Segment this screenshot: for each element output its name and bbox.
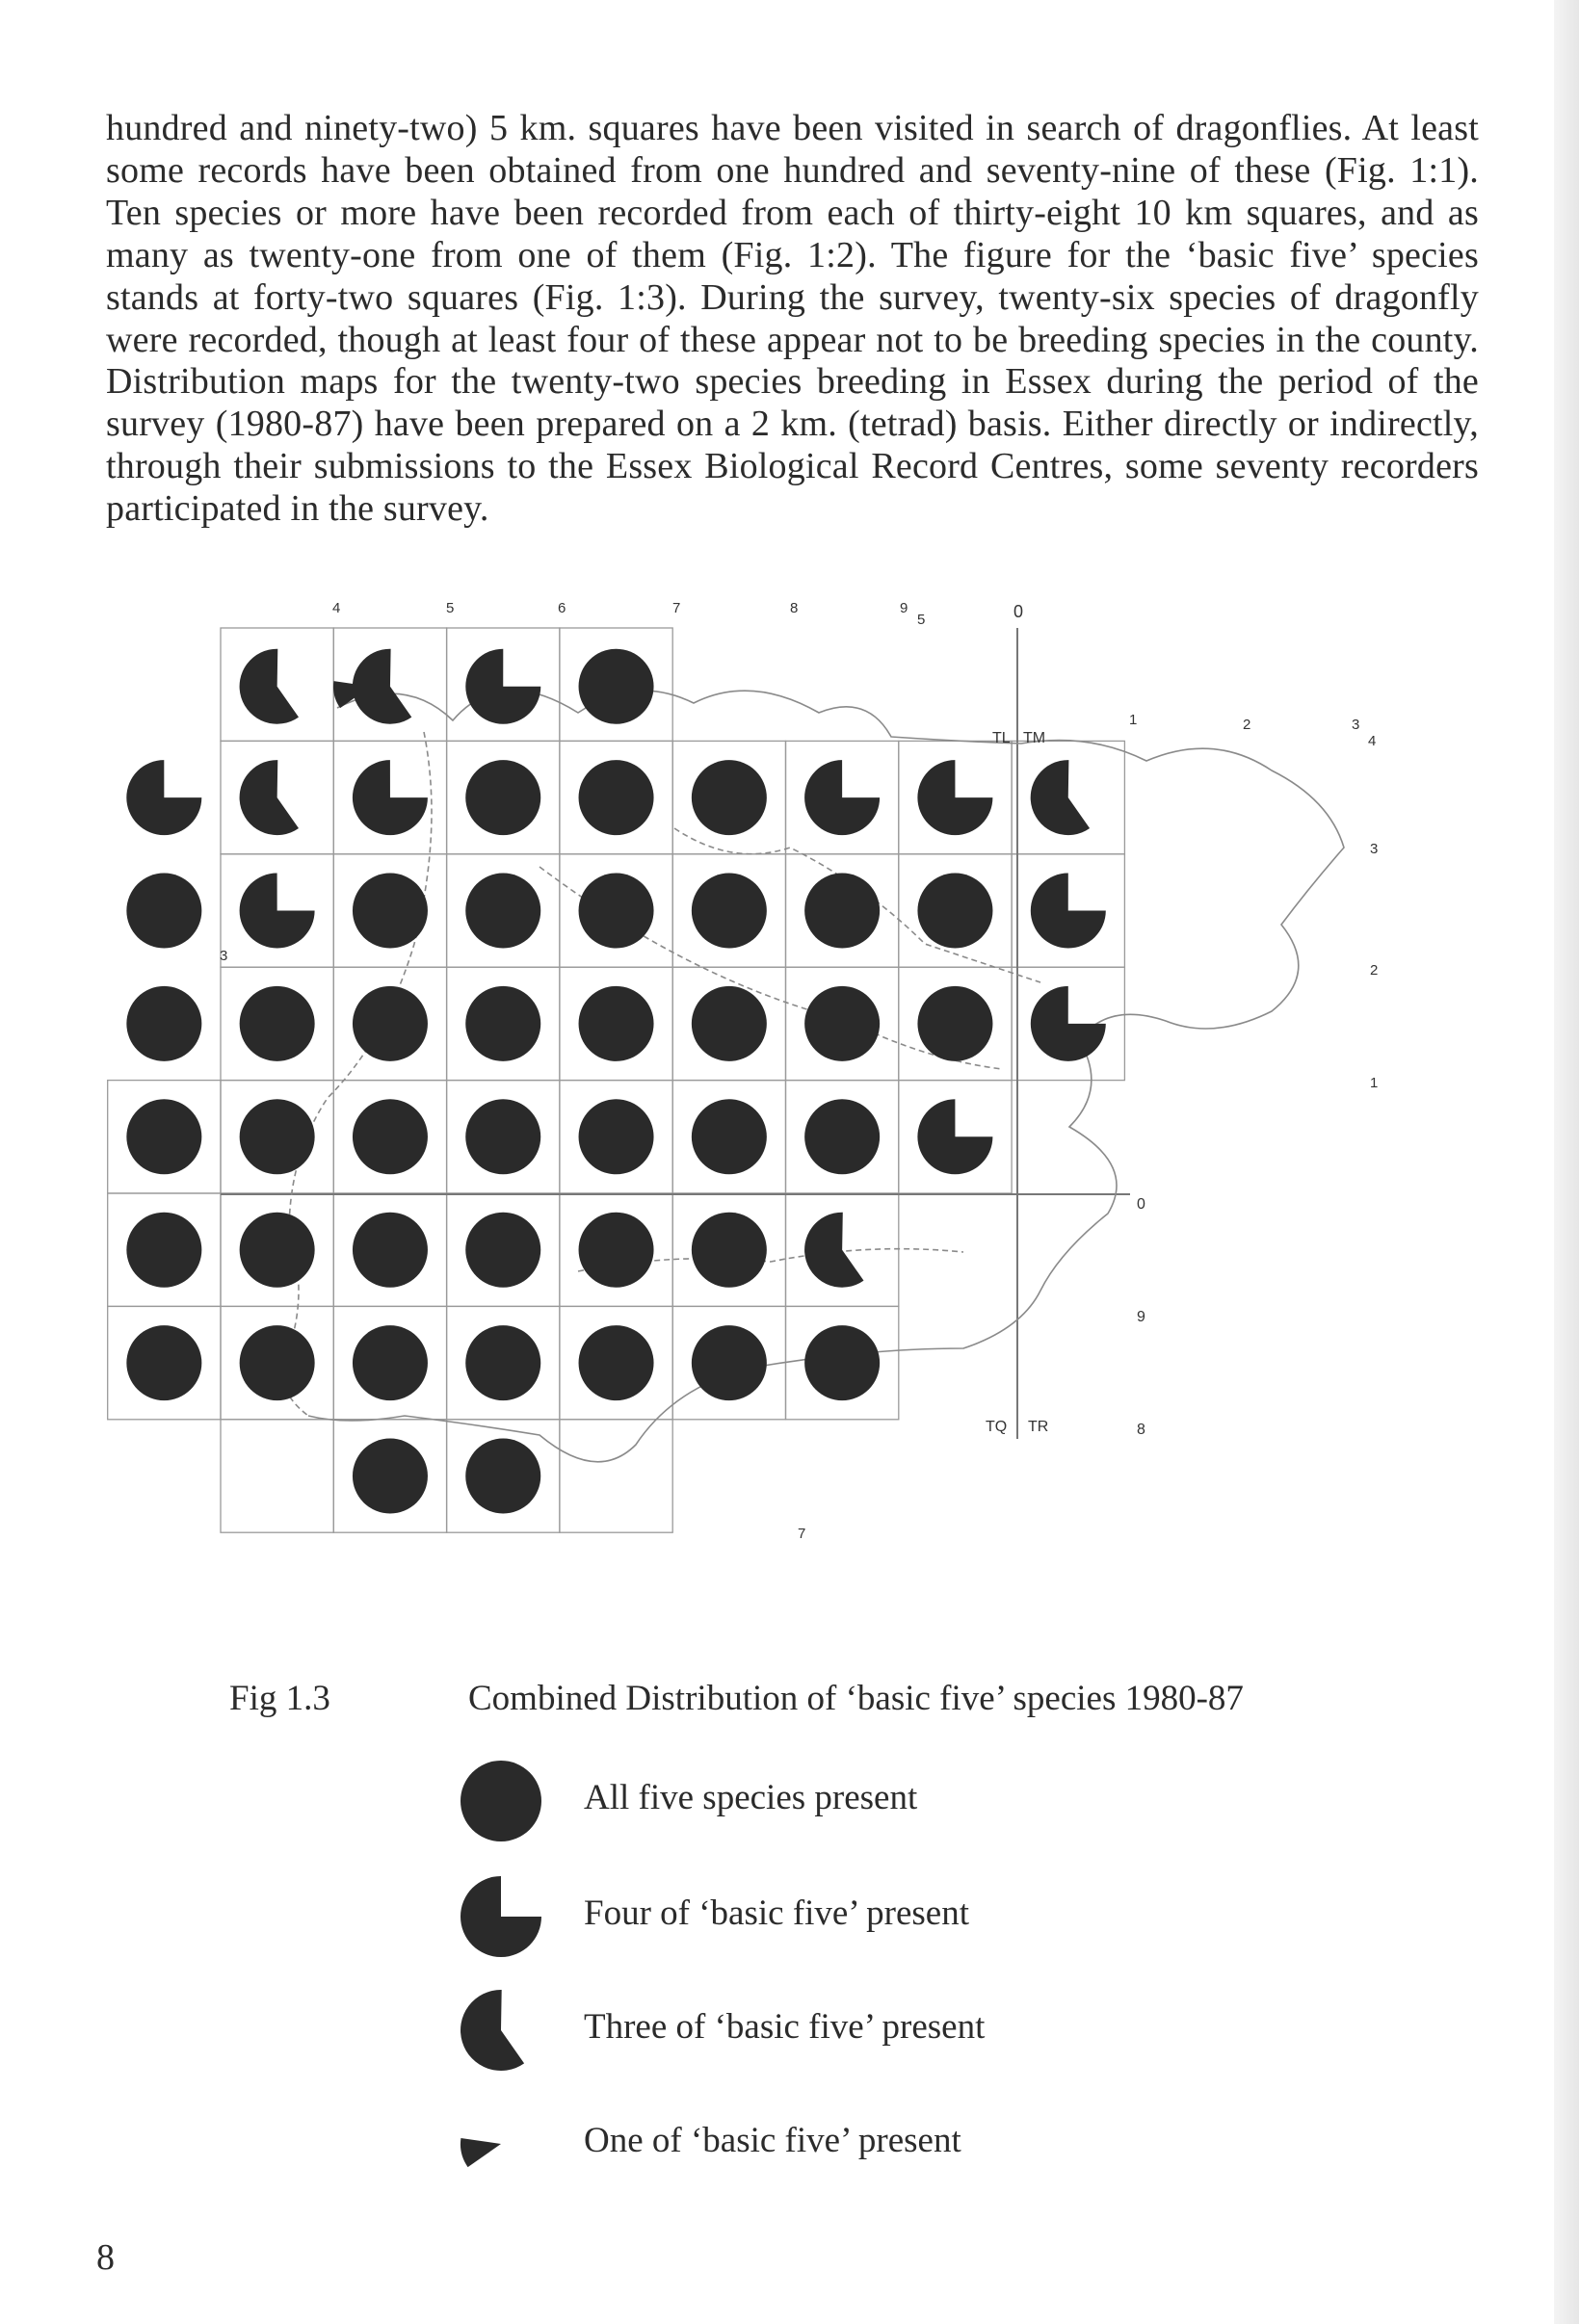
top-tick-label: 5 bbox=[917, 612, 926, 628]
legend-label-four: Four of ‘basic five’ present bbox=[584, 1893, 970, 1933]
top-tick-label: 6 bbox=[558, 600, 566, 616]
map-symbol-all bbox=[240, 1099, 315, 1174]
map-symbol-all bbox=[579, 649, 654, 724]
grid-label-tl: TL bbox=[992, 730, 1011, 746]
right-top-tick-label: 3 bbox=[1352, 717, 1360, 733]
map-symbol-all bbox=[917, 874, 992, 949]
figure-label: Fig 1.3 bbox=[229, 1679, 330, 1718]
map-symbol-all bbox=[692, 1325, 767, 1400]
map-symbol-four bbox=[1031, 986, 1106, 1061]
legend-label-one: One of ‘basic five’ present bbox=[584, 2121, 961, 2160]
river-line bbox=[282, 732, 432, 1416]
map-symbol-four bbox=[804, 760, 880, 835]
top-tick-label: 4 bbox=[332, 600, 341, 616]
bottom-tick-label: 7 bbox=[798, 1526, 806, 1542]
map-symbol-four bbox=[353, 760, 428, 835]
right-side-tick-label: 8 bbox=[1137, 1422, 1145, 1438]
map-symbol-all bbox=[465, 874, 540, 949]
right-side-tick-label: 2 bbox=[1370, 962, 1379, 979]
map-symbol-all bbox=[579, 1325, 654, 1400]
map-symbol-all bbox=[240, 1213, 315, 1288]
map-symbol-four bbox=[240, 874, 315, 949]
map-symbol-all bbox=[692, 1213, 767, 1288]
figure-caption: Combined Distribution of ‘basic five’ species 1980-87 bbox=[468, 1679, 1244, 1718]
right-top-tick-label: 4 bbox=[1368, 733, 1377, 749]
map-symbol-all bbox=[692, 874, 767, 949]
map-symbol-all bbox=[353, 874, 428, 949]
legend-mark-one bbox=[461, 2138, 501, 2167]
map-symbol-four bbox=[126, 760, 201, 835]
top-tick-label: 5 bbox=[446, 600, 455, 616]
map-symbol-all bbox=[692, 986, 767, 1061]
map-symbol-all bbox=[804, 874, 880, 949]
map-symbol-all bbox=[126, 874, 201, 949]
map-symbol-all bbox=[465, 986, 540, 1061]
top-tick-label: 9 bbox=[900, 600, 908, 616]
top-tick-label: 0 bbox=[1013, 602, 1024, 621]
map-symbol-all bbox=[804, 1325, 880, 1400]
map-symbol-all bbox=[465, 1325, 540, 1400]
map-symbol-all bbox=[579, 874, 654, 949]
top-tick-label: 8 bbox=[790, 600, 799, 616]
map-symbol-all bbox=[126, 1213, 201, 1288]
right-top-tick-label: 2 bbox=[1243, 717, 1251, 733]
map-symbol-all bbox=[240, 1325, 315, 1400]
map-symbol-three bbox=[240, 649, 299, 724]
right-side-tick-label: 9 bbox=[1137, 1309, 1145, 1325]
left-tick-label: 3 bbox=[220, 948, 228, 964]
legend-label-three: Three of ‘basic five’ present bbox=[584, 2007, 986, 2047]
map-symbol-all bbox=[353, 1439, 428, 1514]
legend-symbol-all bbox=[453, 1753, 549, 1849]
map-symbol-all bbox=[353, 1325, 428, 1400]
map-symbol-all bbox=[692, 1099, 767, 1174]
map-symbol-four bbox=[1031, 874, 1106, 949]
right-side-tick-label: 3 bbox=[1370, 841, 1379, 857]
right-top-tick-label: 1 bbox=[1129, 712, 1138, 728]
map-symbol-all bbox=[126, 1325, 201, 1400]
map-symbol-all bbox=[465, 1099, 540, 1174]
grid-label-tq: TQ bbox=[986, 1419, 1008, 1435]
map-symbol-four bbox=[917, 1099, 992, 1174]
map-symbol-three bbox=[804, 1213, 863, 1288]
map-symbol-all bbox=[579, 1099, 654, 1174]
legend-symbol-three bbox=[453, 1982, 549, 2078]
map-symbol-all bbox=[917, 986, 992, 1061]
top-tick-label: 7 bbox=[672, 600, 681, 616]
map-symbol-all bbox=[126, 1099, 201, 1174]
legend-symbol-four bbox=[453, 1868, 549, 1965]
map-symbol-all bbox=[804, 1099, 880, 1174]
map-symbol-all bbox=[579, 1213, 654, 1288]
map-symbol-all bbox=[579, 986, 654, 1061]
map-symbol-all bbox=[692, 760, 767, 835]
grid-label-tm: TM bbox=[1023, 730, 1046, 746]
map-symbol-all bbox=[353, 1213, 428, 1288]
page-number: 8 bbox=[96, 2237, 115, 2278]
legend-mark-four bbox=[461, 1876, 541, 1957]
legend-mark-all bbox=[461, 1761, 541, 1841]
map-symbols bbox=[126, 649, 1106, 1514]
map-symbol-all bbox=[465, 1439, 540, 1514]
grid-cell bbox=[221, 1420, 333, 1532]
right-side-tick-label: 1 bbox=[1370, 1075, 1379, 1091]
map-symbol-three bbox=[240, 760, 299, 835]
map-symbol-three bbox=[353, 649, 411, 724]
map-symbol-three bbox=[1031, 760, 1090, 835]
map-symbol-all bbox=[465, 1213, 540, 1288]
legend-label-all: All five species present bbox=[584, 1778, 918, 1817]
map-symbol-all bbox=[465, 760, 540, 835]
legend-symbol-one bbox=[453, 2096, 549, 2192]
map-symbol-four bbox=[917, 760, 992, 835]
map-symbol-four bbox=[465, 649, 540, 724]
grid-label-tr: TR bbox=[1028, 1419, 1049, 1435]
map-symbol-all bbox=[579, 760, 654, 835]
legend-mark-three bbox=[461, 1990, 524, 2071]
map-symbol-all bbox=[240, 986, 315, 1061]
right-side-tick-label: 0 bbox=[1137, 1196, 1145, 1213]
map-symbol-all bbox=[353, 1099, 428, 1174]
map-symbol-all bbox=[353, 986, 428, 1061]
map-symbol-all bbox=[126, 986, 201, 1061]
map-symbol-all bbox=[804, 986, 880, 1061]
grid-cell bbox=[560, 1420, 672, 1532]
body-paragraph: hundred and ninety-two) 5 km. squares have been visited in search of dragonflies. At least some records have been obtained from one hundred and seventy-nine of these (Fig. 1:1). Ten species or more have been recorded from each of thirty-eight 10 km squares, and as many as twenty-one from one of them (Fig. 1:2). The figure for the ‘basic five’ species stands at forty-two squares (Fig. 1:3). During the survey, twenty-six species of dragonfly were recorded, though at least four of these appear not to be breeding species in the county. Distribution maps for the twenty-two species breeding in Essex during the period of the survey (1980-87) have been prepared on a 2 km. (tetrad) basis. Either directly or indirectly, through their submissions to the Essex Biological Record Centres, some seventy recorders participated in the survey. bbox=[106, 108, 1479, 530]
